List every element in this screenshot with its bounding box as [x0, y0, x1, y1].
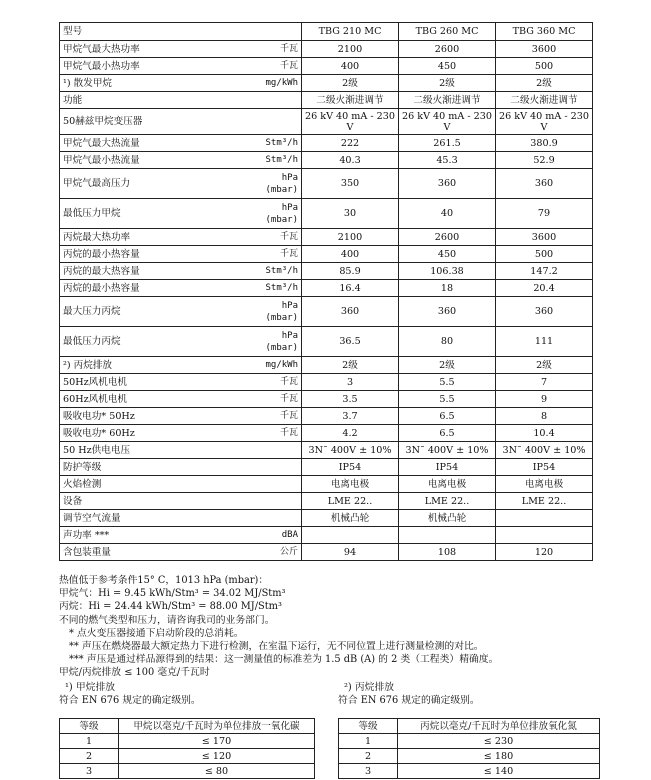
spec-unit: Stm³/h	[265, 137, 298, 148]
spec-label: 含包装重量	[63, 546, 111, 558]
spec-unit: 千瓦	[279, 393, 298, 404]
spec-label-cell	[60, 246, 302, 263]
spec-value: 45.3	[399, 152, 496, 169]
spec-label: 功能	[63, 94, 83, 106]
spec-value: 2级	[496, 75, 593, 92]
spec-label: 防护等级	[63, 461, 102, 473]
spec-label-cell	[60, 263, 302, 280]
spec-row	[60, 58, 593, 75]
spec-value: 4.2	[302, 425, 399, 442]
spec-value: 360	[399, 297, 496, 327]
spec-label: 甲烷气最大热功率	[63, 43, 140, 55]
table-row	[339, 749, 600, 764]
spec-value: 400	[302, 246, 399, 263]
value-cell: ≤ 120	[119, 749, 315, 764]
spec-unit: Stm³/h	[265, 265, 298, 276]
spec-value: 52.9	[496, 152, 593, 169]
value-cell: ≤ 180	[398, 749, 600, 764]
spec-label: 丙烷的最大热容量	[63, 265, 140, 277]
spec-value: 36.5	[302, 327, 399, 357]
spec-label: 50Hz风机电机	[63, 376, 128, 388]
class-cell: 2	[339, 749, 398, 764]
spec-value: 2级	[399, 357, 496, 374]
spec-label: 甲烷气最高压力	[63, 178, 131, 189]
spec-row	[60, 425, 593, 442]
methane-emission-block	[59, 681, 201, 707]
spec-value: 360	[496, 297, 593, 327]
spec-value: IP54	[399, 459, 496, 476]
spec-label: 调节空气流量	[63, 512, 121, 524]
model-1: TBG 210 MC	[302, 23, 399, 41]
class-cell: 3	[339, 764, 398, 779]
spec-value: 26 kV 40 mA - 230 V	[399, 109, 496, 135]
spec-value: 18	[399, 280, 496, 297]
spec-unit: 公斤	[279, 546, 298, 557]
spec-value: 108	[399, 544, 496, 561]
spec-value: 360	[399, 169, 496, 199]
spec-label-cell	[60, 297, 302, 327]
nox-header: 丙烷以毫克/千瓦时为单位排放氧化氮	[398, 719, 600, 734]
spec-value: 2600	[399, 229, 496, 246]
spec-value: 7	[496, 374, 593, 391]
spec-row	[60, 544, 593, 561]
spec-label-cell	[60, 152, 302, 169]
table-row	[339, 734, 600, 749]
value-cell: ≤ 80	[119, 764, 315, 779]
table-header-row	[60, 719, 315, 734]
note-line: 热值低于参考条件15° C，1013 hPa (mbar)：	[59, 575, 269, 586]
spec-label-cell	[60, 544, 302, 561]
spec-value: 80	[399, 327, 496, 357]
spec-label-cell	[60, 135, 302, 152]
spec-value: 2100	[302, 229, 399, 246]
note-line: 甲烷/丙烷排放 ≤ 100 毫克/千瓦时	[59, 667, 210, 679]
spec-row	[60, 263, 593, 280]
spec-label: 50赫兹甲烷变压器	[63, 116, 143, 127]
header-row	[60, 23, 593, 41]
spec-value: 261.5	[399, 135, 496, 152]
spec-unit: mg/kWh	[265, 359, 298, 370]
spec-label-cell	[60, 493, 302, 510]
spec-row	[60, 297, 593, 327]
value-cell: ≤ 170	[119, 734, 315, 749]
value-cell: ≤ 140	[398, 764, 600, 779]
spec-value: 360	[302, 297, 399, 327]
spec-label: 吸收电功* 50Hz	[63, 410, 135, 422]
spec-value: 40	[399, 199, 496, 229]
spec-value: 二级火渐进调节	[496, 92, 593, 109]
value-cell: ≤ 230	[398, 734, 600, 749]
spec-row	[60, 41, 593, 58]
spec-value: 3N˜ 400V ± 10%	[399, 442, 496, 459]
spec-value: 500	[496, 246, 593, 263]
spec-label-cell	[60, 425, 302, 442]
spec-value: 二级火渐进调节	[399, 92, 496, 109]
spec-row	[60, 493, 593, 510]
spec-label-cell	[60, 169, 302, 199]
spec-value: 94	[302, 544, 399, 561]
spec-unit: dBA	[281, 529, 298, 540]
spec-row	[60, 527, 593, 544]
spec-row	[60, 357, 593, 374]
propane-emission-title: ²) 丙烷排放	[344, 682, 395, 693]
spec-value: 20.4	[496, 280, 593, 297]
class-header: 等级	[60, 719, 119, 734]
spec-value: 450	[399, 58, 496, 75]
unit-line: hPa	[281, 330, 298, 341]
spec-label: 丙烷的最小热容量	[63, 248, 140, 260]
table-row	[339, 764, 600, 779]
co-header: 甲烷以毫克/千瓦时为单位排放一氧化碳	[119, 719, 315, 734]
table-row	[60, 764, 315, 779]
unit-line: hPa	[281, 172, 298, 183]
spec-value: 2100	[302, 41, 399, 58]
spec-value: 电离电极	[496, 476, 593, 493]
methane-emission-title: ¹) 甲烷排放	[65, 682, 116, 693]
spec-label-cell	[60, 41, 302, 58]
unit-line: (mbar)	[265, 342, 298, 353]
specs-table	[59, 22, 593, 561]
spec-value	[302, 527, 399, 544]
methane-emission-subtitle: 符合 EN 676 规定的确定级别。	[59, 695, 201, 706]
spec-value: 电离电极	[302, 476, 399, 493]
spec-row	[60, 476, 593, 493]
spec-value: 6.5	[399, 408, 496, 425]
spec-label: 60Hz风机电机	[63, 393, 128, 405]
unit-line: hPa	[281, 300, 298, 311]
spec-label-cell	[60, 408, 302, 425]
spec-value: 3600	[496, 229, 593, 246]
spec-unit	[265, 300, 298, 324]
spec-value: 5.5	[399, 374, 496, 391]
spec-value: 85.9	[302, 263, 399, 280]
spec-label-cell	[60, 280, 302, 297]
spec-value: 500	[496, 58, 593, 75]
class-cell: 1	[339, 734, 398, 749]
spec-value: 26 kV 40 mA - 230 V	[302, 109, 399, 135]
spec-unit: Stm³/h	[265, 282, 298, 293]
spec-unit	[265, 172, 298, 196]
spec-label: 最低压力丙烷	[63, 336, 121, 347]
spec-unit: 千瓦	[279, 427, 298, 438]
spec-label: 设备	[63, 495, 83, 507]
spec-label: 甲烷气最小热功率	[63, 60, 140, 72]
spec-value: 2级	[302, 75, 399, 92]
unit-line: (mbar)	[265, 214, 298, 225]
class-header: 等级	[339, 719, 398, 734]
spec-row	[60, 327, 593, 357]
spec-row	[60, 199, 593, 229]
spec-label-cell	[60, 442, 302, 459]
spec-value: LME 22..	[399, 493, 496, 510]
table-row	[60, 734, 315, 749]
spec-value: 2级	[496, 357, 593, 374]
note-line: 丙烷：Hi = 24.44 kWh/Stm³ = 88.00 MJ/Stm³	[59, 601, 282, 613]
spec-value: 10.4	[496, 425, 593, 442]
spec-row	[60, 442, 593, 459]
spec-label-cell	[60, 459, 302, 476]
spec-label-cell	[60, 374, 302, 391]
spec-value	[496, 510, 593, 527]
spec-value: 16.4	[302, 280, 399, 297]
model-3: TBG 360 MC	[496, 23, 593, 41]
spec-value: 26 kV 40 mA - 230 V	[496, 109, 593, 135]
spec-label: 丙烷的最小热容量	[63, 282, 140, 294]
spec-value: IP54	[302, 459, 399, 476]
spec-value: 9	[496, 391, 593, 408]
methane-emission-table	[59, 718, 315, 779]
spec-unit: 千瓦	[279, 43, 298, 54]
spec-label-cell	[60, 527, 302, 544]
spec-value: 5.5	[399, 391, 496, 408]
spec-value: 机械凸轮	[399, 510, 496, 527]
spec-label-cell	[60, 75, 302, 92]
spec-value: IP54	[496, 459, 593, 476]
spec-value	[496, 527, 593, 544]
spec-label: ²) 丙烷排放	[63, 359, 113, 371]
spec-label-cell	[60, 327, 302, 357]
spec-value: 222	[302, 135, 399, 152]
spec-label-cell	[60, 92, 302, 109]
spec-value: 2级	[302, 357, 399, 374]
spec-value: LME 22..	[302, 493, 399, 510]
spec-row	[60, 135, 593, 152]
spec-row	[60, 280, 593, 297]
spec-row	[60, 246, 593, 263]
spec-row	[60, 374, 593, 391]
spec-label-cell	[60, 476, 302, 493]
spec-row	[60, 169, 593, 199]
spec-unit: 千瓦	[279, 376, 298, 387]
class-cell: 3	[60, 764, 119, 779]
spec-label: ¹) 散发甲烷	[63, 77, 113, 89]
spec-label-cell	[60, 357, 302, 374]
spec-value: 3N˜ 400V ± 10%	[496, 442, 593, 459]
spec-label-cell	[60, 199, 302, 229]
table-header-row	[339, 719, 600, 734]
spec-label-cell	[60, 510, 302, 527]
spec-label: 丙烷最大热功率	[63, 231, 131, 243]
note-line: 甲烷气：Hi = 9.45 kWh/Stm³ = 34.02 MJ/Stm³	[59, 588, 286, 600]
note-line: *** 声压是通过样品源得到的结果：这一测量值的标准差为 1.5 dB (A) 的 2 类（工程类）精确度。	[69, 654, 499, 666]
spec-value: 106.38	[399, 263, 496, 280]
note-line: 不同的燃气类型和压力，请咨询我司的业务部门。	[59, 614, 275, 626]
class-cell: 1	[60, 734, 119, 749]
model-2: TBG 260 MC	[399, 23, 496, 41]
spec-label: 火焰检测	[63, 478, 102, 490]
spec-value: 3N˜ 400V ± 10%	[302, 442, 399, 459]
spec-unit: Stm³/h	[265, 154, 298, 165]
spec-row	[60, 510, 593, 527]
notes	[59, 574, 619, 680]
spec-value: 450	[399, 246, 496, 263]
spec-unit	[265, 202, 298, 226]
spec-label: 声功率 ***	[63, 529, 110, 541]
spec-value	[399, 527, 496, 544]
spec-row	[60, 109, 593, 135]
table-row	[60, 749, 315, 764]
spec-unit: 千瓦	[279, 60, 298, 71]
class-cell: 2	[60, 749, 119, 764]
propane-emission-subtitle: 符合 EN 676 规定的确定级别。	[338, 695, 480, 706]
note-line: ** 声压在燃烧器最大额定热力下进行检测，在室温下运行，无不同位置上进行测量检测的对比。	[69, 641, 484, 653]
spec-value: 350	[302, 169, 399, 199]
spec-value: 400	[302, 58, 399, 75]
spec-value: 360	[496, 169, 593, 199]
spec-row	[60, 92, 593, 109]
propane-emission-block	[338, 681, 480, 707]
spec-value: 电离电极	[399, 476, 496, 493]
spec-row	[60, 459, 593, 476]
spec-label: 甲烷气最小热流量	[63, 154, 140, 166]
spec-value: 147.2	[496, 263, 593, 280]
spec-row	[60, 75, 593, 92]
spec-value: 3.5	[302, 391, 399, 408]
spec-label: 最低压力甲烷	[63, 208, 121, 219]
unit-line: (mbar)	[265, 184, 298, 195]
spec-row	[60, 229, 593, 246]
spec-row	[60, 391, 593, 408]
spec-value: 40.3	[302, 152, 399, 169]
unit-line: hPa	[281, 202, 298, 213]
spec-value: 3	[302, 374, 399, 391]
spec-label-cell	[60, 58, 302, 75]
spec-value: 8	[496, 408, 593, 425]
unit-line: (mbar)	[265, 312, 298, 323]
spec-unit: 千瓦	[279, 248, 298, 259]
model-header-label: 型号	[60, 23, 302, 41]
spec-value: 二级火渐进调节	[302, 92, 399, 109]
spec-value: 120	[496, 544, 593, 561]
spec-value: 机械凸轮	[302, 510, 399, 527]
spec-row	[60, 408, 593, 425]
spec-label: 吸收电功* 60Hz	[63, 427, 135, 439]
spec-value: 380.9	[496, 135, 593, 152]
spec-label-cell	[60, 391, 302, 408]
spec-unit	[265, 330, 298, 354]
spec-unit: mg/kWh	[265, 77, 298, 88]
spec-value: 3600	[496, 41, 593, 58]
spec-label: 甲烷气最大热流量	[63, 137, 140, 149]
spec-value: 3.7	[302, 408, 399, 425]
propane-emission-table	[338, 718, 600, 779]
spec-value: 6.5	[399, 425, 496, 442]
spec-value: 2级	[399, 75, 496, 92]
spec-label-cell	[60, 229, 302, 246]
spec-label: 最大压力丙烷	[63, 306, 121, 317]
spec-unit: 千瓦	[279, 410, 298, 421]
spec-value: 30	[302, 199, 399, 229]
note-line: * 点火变压器接通下启动阶段的总消耗。	[69, 627, 244, 639]
spec-label: 50 Hz供电电压	[63, 444, 131, 456]
spec-label-cell	[60, 109, 302, 135]
spec-value: 2600	[399, 41, 496, 58]
spec-value: LME 22..	[496, 493, 593, 510]
spec-value: 79	[496, 199, 593, 229]
spec-unit: 千瓦	[279, 231, 298, 242]
spec-row	[60, 152, 593, 169]
spec-value: 111	[496, 327, 593, 357]
